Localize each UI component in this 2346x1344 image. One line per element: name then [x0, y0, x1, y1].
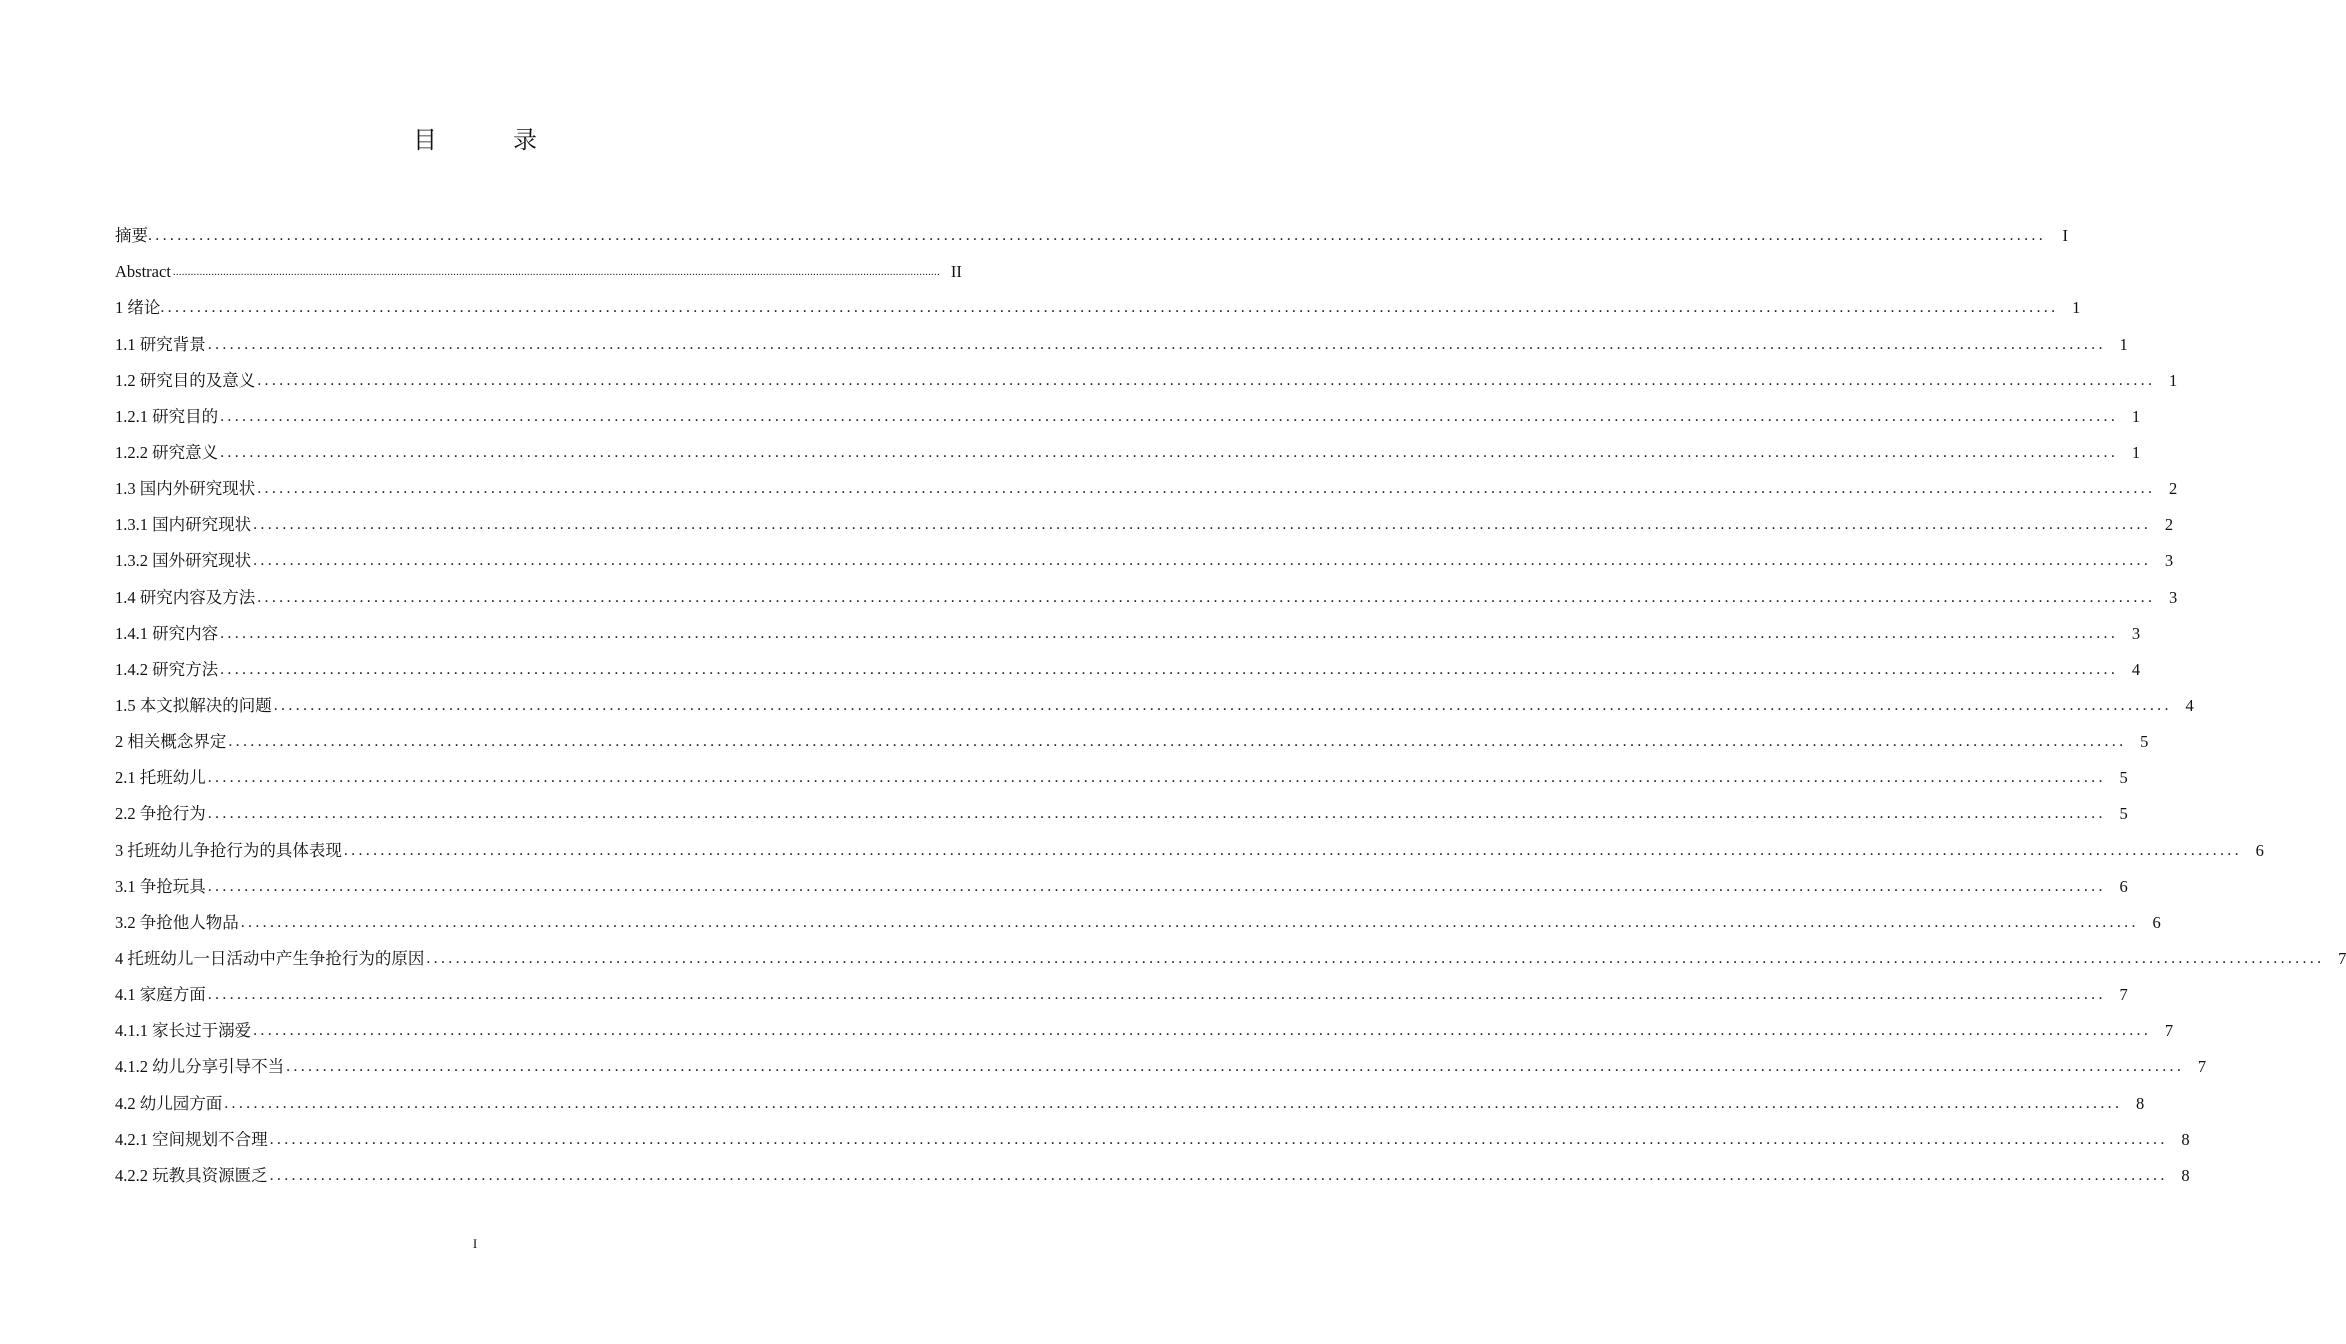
toc-entry[interactable]: [115, 318, 2128, 354]
toc-entry-page-number: 1: [2131, 442, 2141, 462]
toc-entry-page-number: 7: [2119, 985, 2128, 1005]
toc-entry-label: 1.4.1 研究内容: [115, 623, 219, 643]
dot-leader: ....................................................................................................................................................................................................................................................................: [220, 660, 2119, 678]
toc-entry[interactable]: [115, 1150, 2190, 1186]
toc-entry[interactable]: [115, 1077, 2145, 1113]
toc-entry[interactable]: [115, 824, 2264, 860]
toc-entry-page-number: 8: [2136, 1093, 2145, 1113]
dot-leader: ....................................................................................................................................................................................................................................................................: [269, 1166, 2168, 1184]
dot-leader: ....................................................................................................................................................................................................................................................................: [343, 841, 2242, 859]
dot-leader: ....................................................................................................................................................................................................................................................................: [148, 227, 2046, 245]
toc-entry[interactable]: [115, 535, 2174, 571]
toc-entry-page-number: 6: [2152, 912, 2161, 932]
dot-leader: ....................................................................................................................................................................................................................................................................: [426, 949, 2325, 967]
toc-entry-page-number: 2: [2164, 515, 2174, 535]
toc-entry-page-number: 3: [2164, 551, 2174, 571]
toc-entry-page-number: 7: [2197, 1057, 2207, 1077]
toc-entry-page-number: 7: [2164, 1021, 2174, 1041]
toc-entry-page-number: 5: [2119, 768, 2128, 788]
toc-entry-label: 1.2 研究目的及意义: [115, 370, 256, 390]
toc-entry-page-number: 1: [2169, 370, 2178, 390]
toc-entry-label: 2.1 托班幼儿: [115, 768, 206, 788]
toc-entry-label: 1.3.2 国外研究现状: [115, 551, 252, 571]
toc-entry[interactable]: [115, 499, 2174, 535]
toc-entry-label: 4.1.1 家长过于溺爱: [115, 1021, 252, 1041]
dot-leader: ....................................................................................................................................................................................................................................................................: [257, 480, 2156, 498]
toc-entry-label: 1.5 本文拟解决的问题: [115, 695, 272, 715]
dot-leader: ....................................................................................................................................................................................................................................................................: [220, 624, 2119, 642]
dot-leader: ....................................................................................................................................................................................................................................................................: [253, 1022, 2152, 1040]
dot-leader: ....................................................................................................................................................................................................................................................................: [207, 877, 2106, 895]
dot-leader: ....................................................................................................................................................................................................................................................................: [269, 1130, 2168, 1148]
toc-entry-page-number: II: [950, 262, 962, 282]
toc-entry-page-number: 7: [2338, 948, 2346, 968]
toc-entry-page-number: 1: [2119, 334, 2128, 354]
toc-entry[interactable]: [115, 463, 2178, 499]
toc-entry-label: 4.1.2 幼儿分享引导不当: [115, 1057, 285, 1077]
toc-entry-label: 1.3.1 国内研究现状: [115, 515, 252, 535]
toc-entry[interactable]: [115, 608, 2141, 644]
dot-leader: ....................................................................................................................................................................................................................................................................: [224, 1094, 2123, 1112]
toc-entry[interactable]: [115, 282, 2081, 318]
toc-entry-label: 2.2 争抢行为: [115, 804, 206, 824]
toc-entry[interactable]: [115, 716, 2149, 752]
toc-entry[interactable]: [115, 1114, 2190, 1150]
toc-entry-label: 4.2.2 玩教具资源匮乏: [115, 1165, 268, 1185]
page-footer-number: I: [472, 1236, 478, 1251]
toc-entry-label: 1.3 国内外研究现状: [115, 479, 256, 499]
toc-entry-label: 4.1 家庭方面: [115, 985, 206, 1005]
toc-entry-label: 1 绪论: [115, 298, 161, 318]
toc-entry[interactable]: [115, 1041, 2207, 1077]
toc-entry[interactable]: [115, 571, 2178, 607]
toc-entry-label: 4.2.1 空间规划不合理: [115, 1129, 268, 1149]
dot-leader: ....................................................................................................................................................................................................................................................................: [220, 407, 2119, 425]
dot-leader: ....................................................................................................................................................................................................................................................................: [207, 769, 2106, 787]
toc-entry[interactable]: [115, 355, 2178, 391]
dot-leader: ....................................................................................................................................................................................................................................................................: [160, 299, 2059, 317]
toc-entry[interactable]: [115, 246, 962, 282]
toc-entry[interactable]: [115, 969, 2128, 1005]
toc-entry-label: Abstract: [115, 262, 171, 282]
dot-leader: ....................................................................................................................................................................................................................................................................: [228, 733, 2127, 751]
toc-entry[interactable]: [115, 1005, 2174, 1041]
toc-entry-page-number: I: [2062, 226, 2068, 246]
dot-leader: ....................................................................................................................................................................................................................................................................: [207, 335, 2106, 353]
toc-entry-label: 3.1 争抢玩具: [115, 876, 206, 896]
toc-entry-page-number: 3: [2131, 623, 2141, 643]
toc-entry[interactable]: [115, 861, 2128, 897]
toc-entry-label: 2 相关概念界定: [115, 732, 227, 752]
toc-entry[interactable]: [115, 680, 2194, 716]
dot-leader: ....................................................................................................................................................................................................................................................................: [240, 913, 2139, 931]
toc-entry-label: 1.2.1 研究目的: [115, 406, 219, 426]
toc-entry-label: 1.4 研究内容及方法: [115, 587, 256, 607]
dot-leader: ....................................................................................................................................................................................................................................................................: [253, 516, 2152, 534]
toc-entry-label: 4.2 幼儿园方面: [115, 1093, 223, 1113]
toc-entry-page-number: 1: [2131, 406, 2141, 426]
toc-entry[interactable]: [115, 897, 2161, 933]
dot-leader: ....................................................................................................................................................................................................................................................................: [273, 696, 2172, 714]
toc-entry-label: 3 托班幼儿争抢行为的具体表现: [115, 840, 342, 860]
toc-entry-page-number: 5: [2119, 804, 2128, 824]
toc-entry-page-number: 6: [2255, 840, 2264, 860]
toc-entry-label: 摘要: [115, 226, 148, 246]
dot-leader: ....................................................................................................................................................................................................................................................................: [253, 552, 2152, 570]
toc-entry[interactable]: [115, 427, 2141, 463]
toc-entry-label: 3.2 争抢他人物品: [115, 912, 239, 932]
toc-entry-page-number: 4: [2131, 659, 2141, 679]
toc-entry-page-number: 2: [2169, 479, 2178, 499]
toc-entry[interactable]: [115, 644, 2141, 680]
dot-leader: ....................................................................................................................................................................................................................................................................: [207, 986, 2106, 1004]
table-of-contents: [115, 210, 2346, 1186]
dot-leader: ....................................................................................................................................................................................................................................................................: [220, 443, 2119, 461]
toc-entry-page-number: 1: [2072, 298, 2081, 318]
toc-entry[interactable]: [115, 391, 2141, 427]
dot-leader: ....................................................................................................................................................................................................................................................................: [257, 588, 2156, 606]
toc-entry-label: 1.2.2 研究意义: [115, 442, 219, 462]
toc-entry-page-number: 3: [2169, 587, 2178, 607]
toc-entry-page-number: 8: [2181, 1129, 2190, 1149]
dot-leader: ....................................................................................................................................................................................................................................................................: [286, 1058, 2185, 1076]
dot-leader: ....................................................................................................................................................................................................................................................................: [257, 371, 2156, 389]
toc-entry-label: 1.1 研究背景: [115, 334, 206, 354]
toc-entry-label: 4 托班幼儿一日活动中产生争抢行为的原因: [115, 948, 425, 968]
toc-entry-label: 1.4.2 研究方法: [115, 659, 219, 679]
toc-entry-page-number: 4: [2185, 695, 2194, 715]
toc-entry-page-number: 8: [2181, 1165, 2190, 1185]
dot-leader: ....................................................................................................................................................................................................................................................................: [207, 805, 2106, 823]
toc-entry[interactable]: [115, 788, 2128, 824]
toc-entry-page-number: 6: [2119, 876, 2128, 896]
toc-entry-page-number: 5: [2140, 732, 2149, 752]
toc-title: 目 录: [413, 128, 563, 154]
toc-entry[interactable]: [115, 210, 2068, 246]
dot-leader: ....................................................................................................................................................................................................................................................................: [172, 266, 940, 279]
toc-entry[interactable]: [115, 933, 2346, 969]
toc-entry[interactable]: [115, 752, 2128, 788]
